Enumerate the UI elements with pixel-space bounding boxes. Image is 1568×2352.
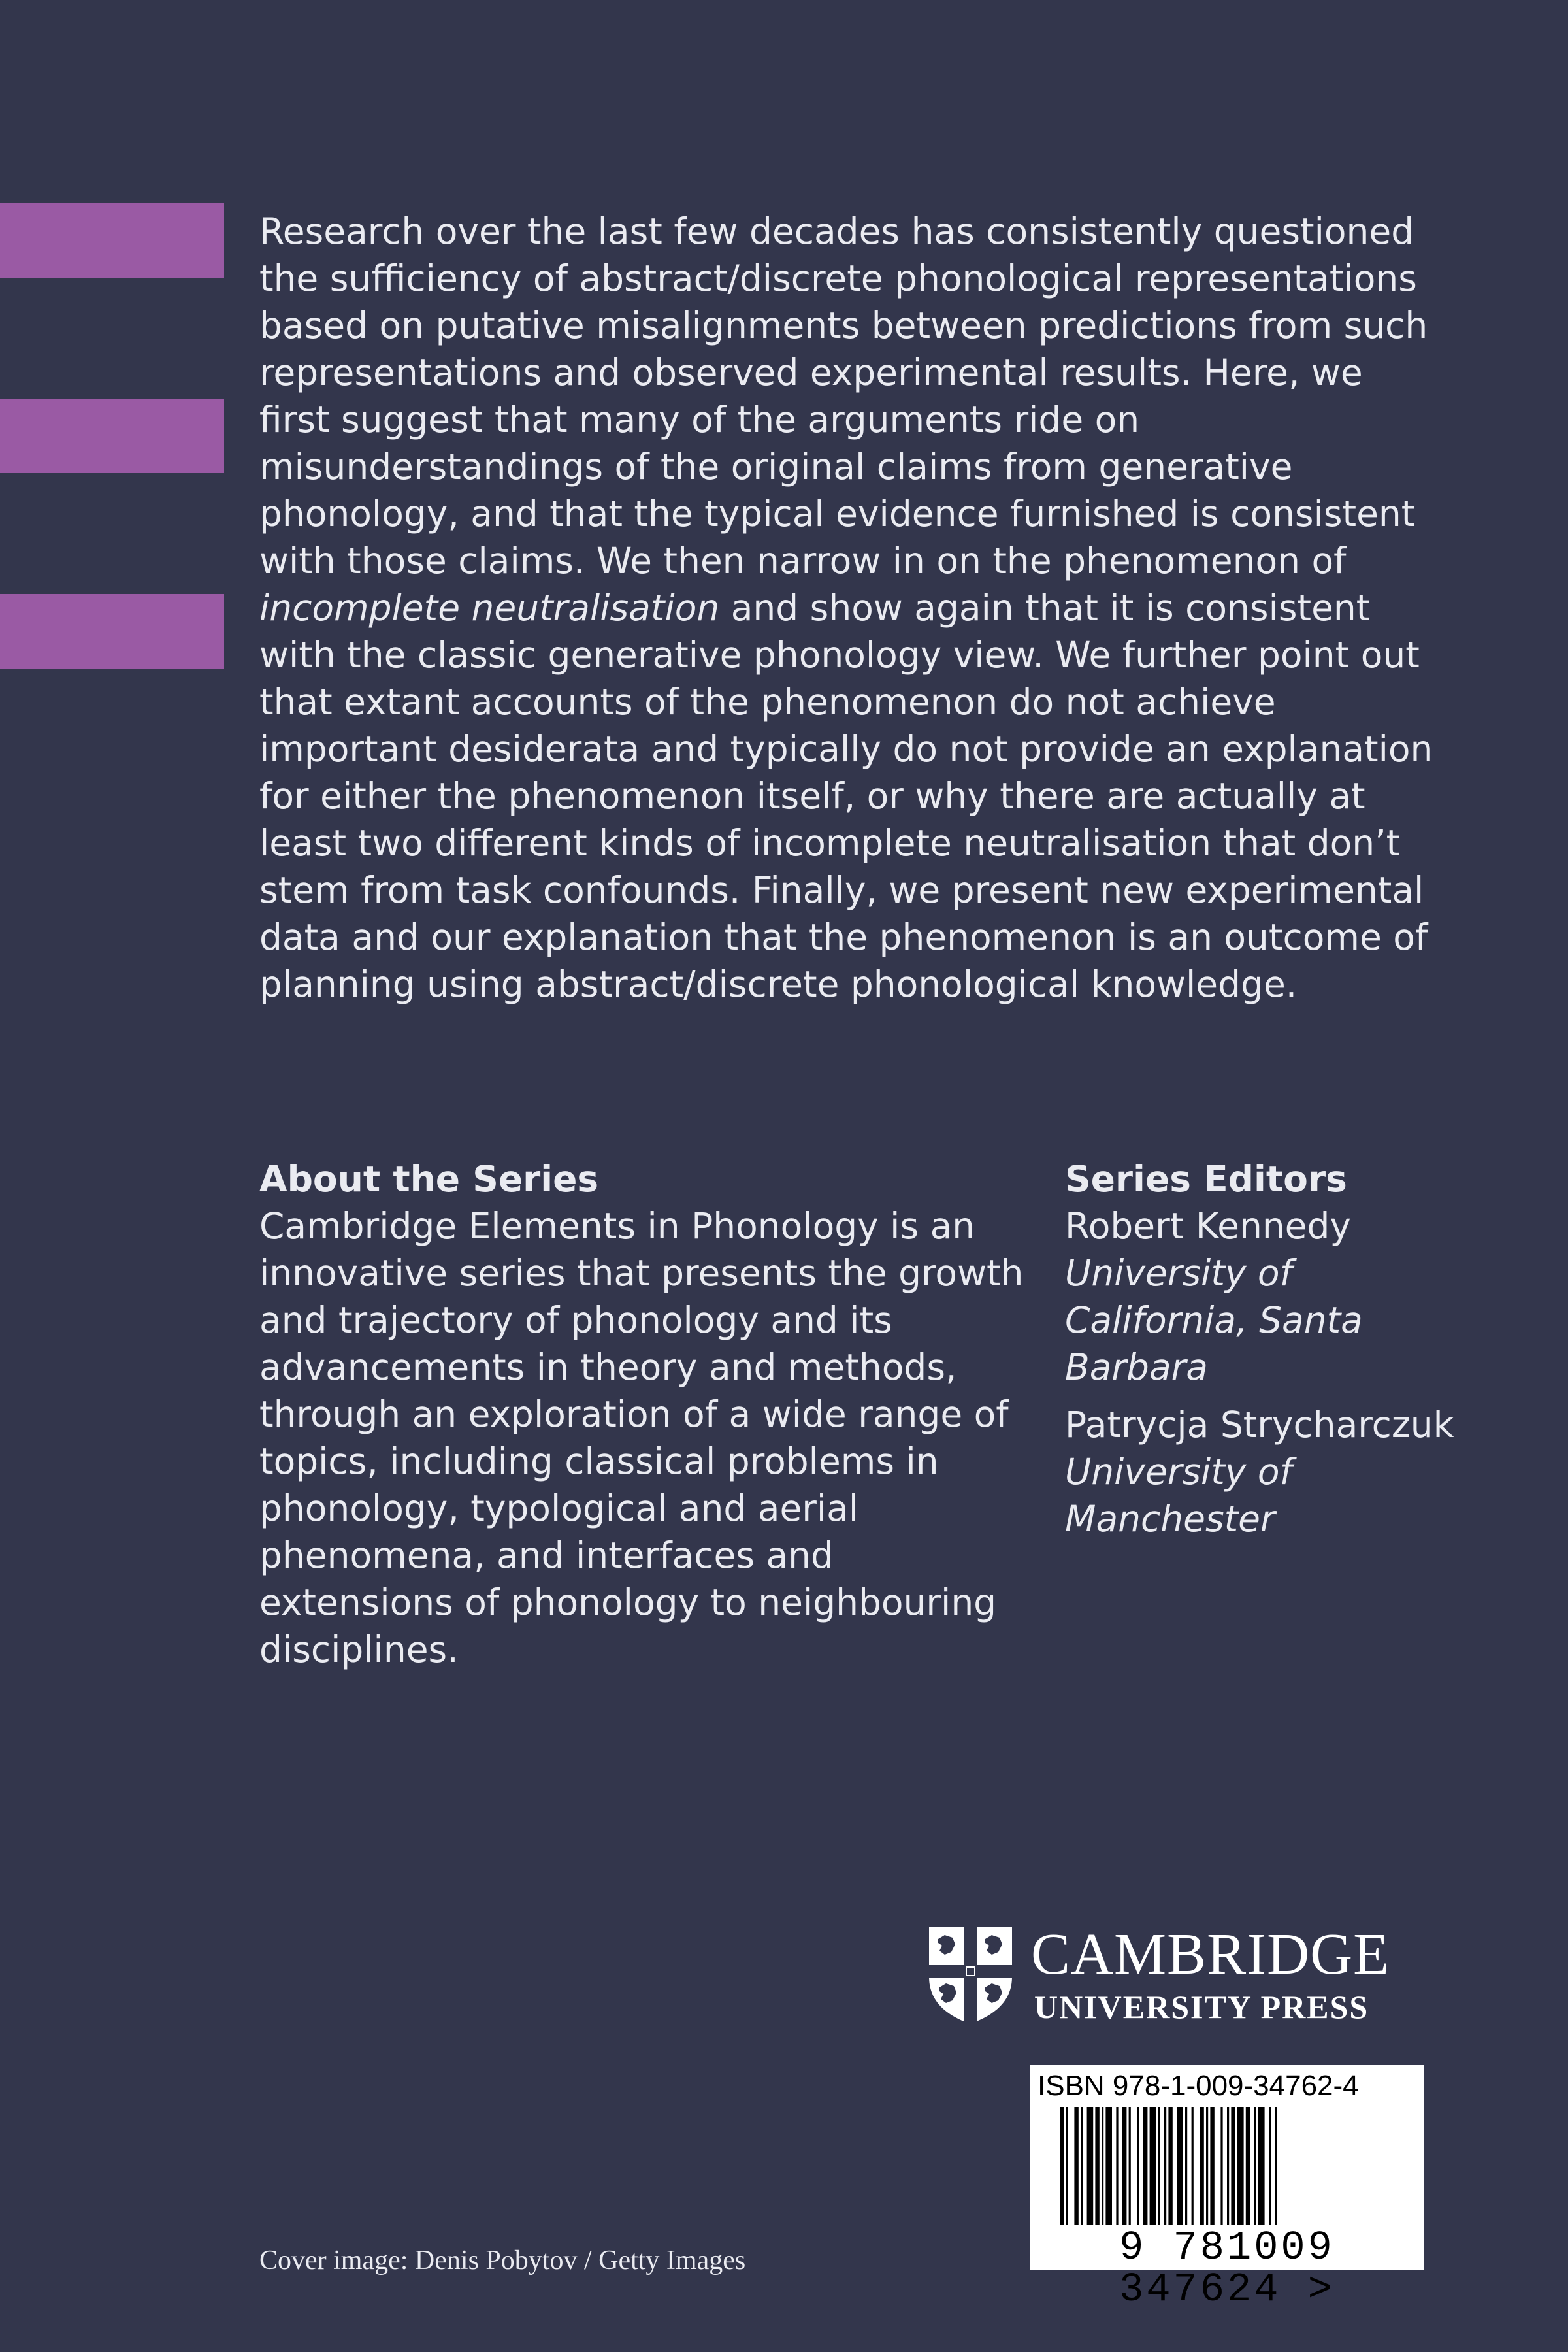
about-series-section: [259, 1155, 1030, 1673]
barcode-digits: 9 781009 347624 >: [1119, 2225, 1335, 2313]
barcode-bar: [1246, 2107, 1250, 2225]
barcode-bar: [1122, 2107, 1126, 2225]
barcode-bar: [1220, 2107, 1222, 2225]
barcode-bar: [1105, 2107, 1112, 2225]
cover-image-credit: Cover image: Denis Pobytov / Getty Images: [259, 2245, 746, 2276]
barcode-bar: [1066, 2107, 1068, 2225]
editor-institution: University of California, Santa Barbara: [1065, 1252, 1363, 1388]
editor-name: Robert Kennedy: [1065, 1205, 1351, 1247]
barcode-bar: [1177, 2107, 1183, 2225]
series-editors-heading: Series Editors: [1065, 1158, 1347, 1200]
barcode-bar: [1168, 2107, 1172, 2225]
barcode-bar: [1116, 2107, 1118, 2225]
accent-bar-3: [0, 594, 224, 669]
barcode-bar: [1185, 2107, 1187, 2225]
accent-bar-2: [0, 399, 224, 473]
barcode-bar: [1231, 2107, 1235, 2225]
isbn-label: ISBN 978-1-009-34762-4: [1037, 2070, 1359, 2102]
barcode-bar: [1254, 2107, 1256, 2225]
publisher-logo: [926, 1922, 1423, 2026]
about-series-heading: About the Series: [259, 1158, 599, 1200]
barcode-bar: [1095, 2107, 1099, 2225]
barcode-bar: [1102, 2107, 1103, 2225]
isbn-barcode: [1030, 2065, 1424, 2313]
about-series-text: Cambridge Elements in Phonology is an innovative series that presents the growth and trajectory of phonology and its advancements in theory and methods, through an exploration of a wide range of topics, including classical problems in phonology, typological and aerial phenomena, and interfaces and extensions of phonology to neighbouring disciplines.: [259, 1205, 1024, 1670]
editor-2: [1065, 1401, 1470, 1542]
barcode-bar: [1269, 2107, 1271, 2225]
barcode-bar: [1087, 2107, 1094, 2225]
barcode-bar: [1060, 2107, 1064, 2225]
cambridge-shield-icon: [926, 1925, 1015, 2026]
abstract-part-2: and show again that it is consistent with the classic generative phonology view. We further point out that extant accounts of the phenomenon do not achieve important desiderata and typically do not provide an explanation for either the phenomenon itself, or why there are actually at least two different kinds of incomplete neutralisation that don’t stem from task confounds. Finally, we present new experimental data and our explanation that the phenomenon is an outcome of planning using abstract/discrete phonological knowledge.: [259, 587, 1433, 1005]
barcode-bar: [1074, 2107, 1078, 2225]
barcode-bar: [1150, 2107, 1156, 2225]
barcode-bar: [1227, 2107, 1229, 2225]
barcode-bar: [1129, 2107, 1131, 2225]
barcode-bars: [1060, 2107, 1393, 2225]
editor-1: [1065, 1202, 1470, 1391]
abstract-emphasis: incomplete neutralisation: [259, 587, 720, 629]
publisher-subname: UNIVERSITY PRESS: [1034, 1989, 1369, 2025]
barcode-bar: [1258, 2107, 1265, 2225]
publisher-name: CAMBRIDGE: [1031, 1922, 1390, 1987]
editor-name: Patrycja Strycharczuk: [1065, 1404, 1454, 1446]
barcode-bar: [1192, 2107, 1194, 2225]
barcode-bar: [1200, 2107, 1203, 2225]
accent-bar-1: [0, 203, 224, 278]
barcode-bar: [1237, 2107, 1244, 2225]
editor-institution: University of Manchester: [1065, 1451, 1292, 1540]
barcode-bar: [1158, 2107, 1160, 2225]
barcode-bar: [1164, 2107, 1166, 2225]
barcode-bar: [1081, 2107, 1083, 2225]
barcode-bar: [1210, 2107, 1214, 2225]
abstract-text: [259, 208, 1435, 1008]
barcode-bar: [1275, 2107, 1277, 2225]
series-editors-section: [1065, 1155, 1470, 1553]
barcode-bar: [1206, 2107, 1208, 2225]
barcode-bar: [1143, 2107, 1147, 2225]
barcode-bar: [1137, 2107, 1139, 2225]
abstract-part-1: Research over the last few decades has consistently questioned the sufficiency of abstract/discrete phonological representations based on putative misalignments between predictions from such representations and observed experimental results. Here, we first suggest that many of the arguments ride on misunderstandings of the original claims from generative phonology, and that the typical evidence furnished is consistent with those claims. We then narrow in on the phenomenon of: [259, 210, 1428, 582]
